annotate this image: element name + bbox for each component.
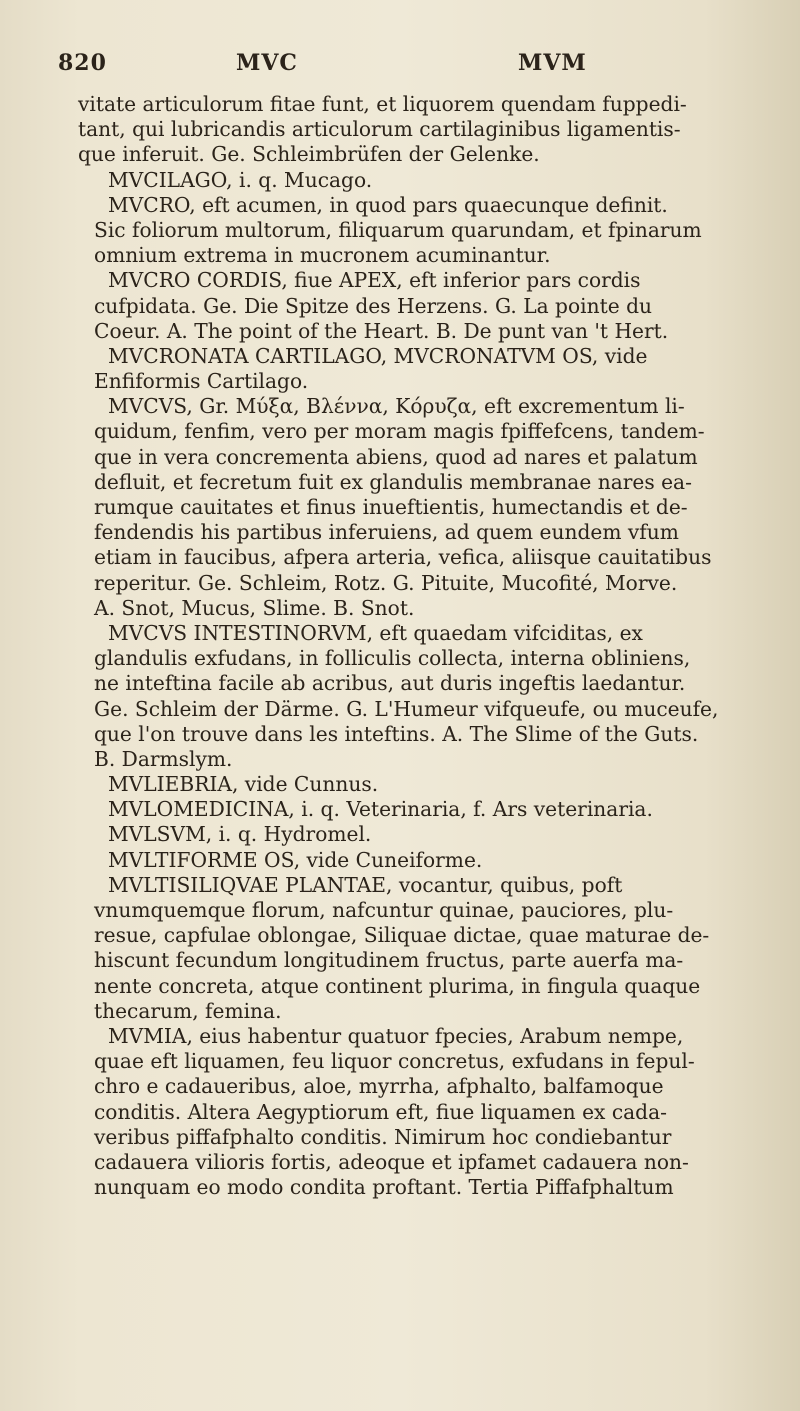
guide-word-left: MVC <box>236 50 298 76</box>
text-line: nunquam eo modo condita proftant. Tertia Piffafphaltum <box>94 1175 674 1200</box>
entry-headword-line: MVLOMEDICINA, i. q. Veterinaria, f. Ars veterinaria. <box>108 797 653 822</box>
entry-headword-line: MVCVS, Gr. Μύξα, Βλέννα, Κόρυζα, eft excrementum li- <box>108 394 685 419</box>
text-line: chro e cadaueribus, aloe, myrrha, afphalto, balfamoque <box>94 1074 664 1099</box>
entry-headword-line: MVLTIFORME OS, vide Cuneiforme. <box>108 847 483 872</box>
text-line: vitate articulorum fitae funt, et liquorem quendam fuppedi- <box>78 92 687 116</box>
text-line: conditis. Altera Aegyptiorum eft, fiue liquamen ex cada- <box>94 1099 667 1124</box>
text-line: omnium extrema in mucronem acuminantur. <box>94 243 551 268</box>
text-line: fendendis his partibus inferuiens, ad quem eundem vfum <box>94 520 679 545</box>
entry-headword-line: MVCVS INTESTINORVM, eft quaedam vifciditas, ex <box>108 620 643 645</box>
entry-headword-line: MVLIEBRIA, vide Cunnus. <box>108 772 379 797</box>
entry-text-column <box>30 92 768 1200</box>
text-line: quae eft liquamen, feu liquor concretus, exfudans in fepul- <box>94 1049 695 1074</box>
text-line: Sic foliorum multorum, filiquarum quarundam, et fpinarum <box>94 217 702 242</box>
text-line: vnumquemque florum, nafcuntur quinae, pauciores, plu- <box>94 898 674 922</box>
text-line: que inferuit. Ge. Schleimbrüfen der Gelenke. <box>78 142 540 167</box>
entry-headword-line: MVLSVM, i. q. Hydromel. <box>108 822 372 847</box>
text-line: que l'on trouve dans les inteftins. A. The Slime of the Guts. <box>94 721 699 746</box>
text-line: Coeur. A. The point of the Heart. B. De punt van 't Hert. <box>94 318 669 343</box>
entry-headword-line: MVCRO, eft acumen, in quod pars quaecunque definit. <box>108 192 668 217</box>
text-line: reperitur. Ge. Schleim, Rotz. G. Pituite, Mucofité, Morve. <box>94 570 678 595</box>
text-line: cadauera vilioris fortis, adeoque et ipfamet cadauera non- <box>94 1149 689 1174</box>
text-line: defluit, et fecretum fuit ex glandulis membranae nares ea- <box>94 469 692 494</box>
text-line: que in vera concrementa abiens, quod ad nares et palatum <box>94 444 698 469</box>
text-line: quidum, fenfim, vero per moram magis fpiffefcens, tandem- <box>94 419 705 444</box>
text-line: Enfiformis Cartilago. <box>94 369 309 394</box>
text-line: veribus piffafphalto conditis. Nimirum hoc condiebantur <box>94 1124 672 1149</box>
guide-word-right: MVM <box>518 50 587 76</box>
text-line: nente concreta, atque continent plurima, in fingula quaque <box>94 973 701 998</box>
entry-headword-line: MVMIA, eius habentur quatuor fpecies, Arabum nempe, <box>108 1023 684 1048</box>
text-line: thecarum, femina. <box>94 998 282 1023</box>
text-line: resue, capfulae oblongae, Siliquae dictae, quae maturae de- <box>94 923 710 948</box>
text-line: cufpidata. Ge. Die Spitze des Herzens. G. La pointe du <box>94 293 652 318</box>
running-header <box>58 50 718 84</box>
text-line: A. Snot, Mucus, Slime. B. Snot. <box>94 595 415 620</box>
text-line: hiscunt fecundum longitudinem fructus, parte auerfa ma- <box>94 948 684 973</box>
text-line: glandulis exfudans, in folliculis collecta, interna obliniens, <box>94 646 691 671</box>
text-line: Ge. Schleim der Därme. G. L'Humeur vifqueufe, ou muceufe, <box>94 696 719 721</box>
text-line: B. Darmslym. <box>94 746 233 771</box>
page-number: 820 <box>58 50 107 76</box>
entry-headword-line: MVLTISILIQVAE PLANTAE, vocantur, quibus, poft <box>108 872 623 897</box>
text-line: etiam in faucibus, afpera arteria, vefica, aliisque cauitatibus <box>94 545 712 570</box>
entry-headword-line: MVCRO CORDIS, fiue APEX, eft inferior pars cordis <box>108 268 641 293</box>
text-line: rumque cauitates et finus inueftientis, humectandis et de- <box>94 495 688 519</box>
entry-headword-line: MVCILAGO, i. q. Mucago. <box>108 167 373 192</box>
text-line: tant, qui lubricandis articulorum cartilaginibus ligamentis- <box>78 117 681 142</box>
text-line: ne inteftina facile ab acribus, aut duris ingeftis laedantur. <box>94 671 686 696</box>
entry-headword-line: MVCRONATA CARTILAGO, MVCRONATVM OS, vide <box>108 343 648 368</box>
